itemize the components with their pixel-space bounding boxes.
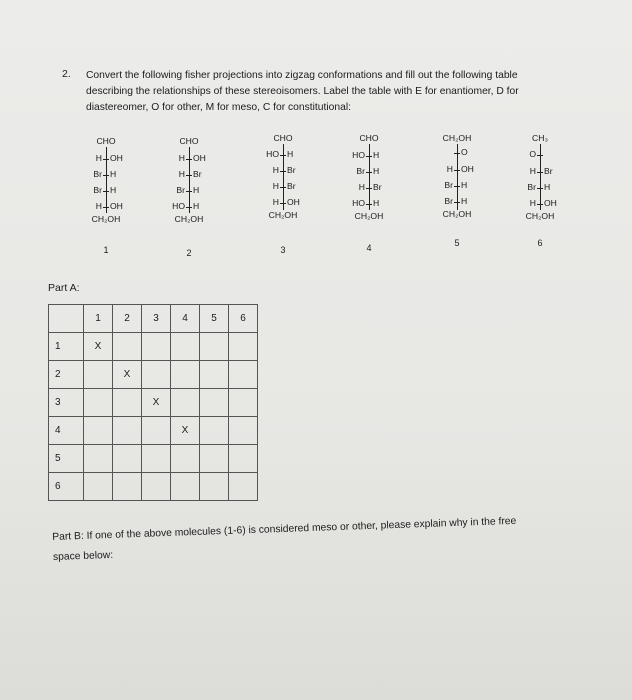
column-header: 6 <box>229 305 258 333</box>
fisher-bottom-group: CH₂OH <box>442 209 472 219</box>
row-header: 4 <box>49 417 84 445</box>
column-header: 1 <box>84 305 113 333</box>
fisher-left-sub: H <box>95 201 102 211</box>
table-row <box>49 333 258 361</box>
fisher-right-sub: OH <box>110 153 123 163</box>
fisher-left-sub: Br <box>176 185 185 195</box>
row-header: 2 <box>49 361 84 389</box>
fisher-right-sub: Br <box>287 181 296 191</box>
fisher-right-sub: O <box>461 147 468 157</box>
fisher-left-sub: H <box>272 197 279 207</box>
fisher-right-sub: Br <box>373 182 382 192</box>
fisher-top-group: CHO <box>96 136 116 146</box>
fisher-right-sub: Br <box>287 165 296 175</box>
fisher-left-sub: H <box>95 153 102 163</box>
molecule-number: 5 <box>454 238 460 248</box>
row-header: 6 <box>49 473 84 501</box>
fisher-right-sub: OH <box>544 198 557 208</box>
fisher-left-sub: H <box>178 169 185 179</box>
table-row <box>49 473 258 501</box>
table-row <box>49 417 258 445</box>
relationship-table <box>48 304 258 501</box>
table-row <box>49 445 258 473</box>
table-cell[interactable] <box>229 473 258 501</box>
fisher-right-sub: H <box>373 198 380 208</box>
fisher-left-sub: H <box>529 166 536 176</box>
fisher-left-sub: H <box>272 165 279 175</box>
fisher-left-sub: HO <box>172 201 185 211</box>
table-cell[interactable]: X <box>113 361 142 389</box>
fisher-right-sub: H <box>110 185 117 195</box>
fisher-right-sub: OH <box>110 201 123 211</box>
fisher-left-sub: H <box>272 181 279 191</box>
fisher-left-sub: H <box>178 153 185 163</box>
fisher-top-group: CH₃ <box>532 133 548 143</box>
part-b-prompt <box>52 508 613 568</box>
table-cell[interactable] <box>84 473 113 501</box>
fisher-bottom-group: CH₂OH <box>354 211 384 221</box>
part-b-line: space below: <box>52 549 114 563</box>
question-number: 2. <box>62 68 71 80</box>
fisher-bottom-group: CH₂OH <box>525 211 555 221</box>
fisher-top-group: CHO <box>359 133 379 143</box>
fisher-right-sub: H <box>193 185 200 195</box>
fisher-left-sub: HO <box>266 149 279 159</box>
table-cell[interactable] <box>113 333 142 361</box>
table-cell[interactable] <box>229 333 258 361</box>
fisher-right-sub: H <box>373 166 380 176</box>
corner-cell <box>49 305 84 333</box>
table-cell[interactable] <box>229 361 258 389</box>
fisher-left-sub: HO <box>352 198 365 208</box>
fisher-right-sub: H <box>461 180 468 190</box>
table-cell[interactable] <box>113 445 142 473</box>
question-text <box>86 68 606 116</box>
table-cell[interactable] <box>229 417 258 445</box>
table-cell[interactable] <box>200 445 229 473</box>
table-row <box>49 389 258 417</box>
fisher-left-sub: HO <box>352 150 365 160</box>
table-cell[interactable]: X <box>84 333 113 361</box>
question-line: diastereomer, O for other, M for meso, C for constitutional: <box>86 102 351 113</box>
table-cell[interactable] <box>200 333 229 361</box>
table-cell[interactable] <box>171 445 200 473</box>
table-cell[interactable]: X <box>142 389 171 417</box>
part-a-label: Part A: <box>48 282 80 294</box>
question-line: Convert the following fisher projections into zigzag conformations and fill out the following table <box>86 70 518 81</box>
row-header: 5 <box>49 445 84 473</box>
column-header: 3 <box>142 305 171 333</box>
table-cell[interactable] <box>171 389 200 417</box>
fisher-right-sub: H <box>287 149 294 159</box>
fisher-left-sub: Br <box>93 185 102 195</box>
question-line: describing the relationships of these stereoisomers. Label the table with E for enantiomer, D for <box>86 86 519 97</box>
fisher-right-sub: OH <box>193 153 206 163</box>
fisher-right-sub: Br <box>193 169 202 179</box>
fisher-bottom-group: CH₂OH <box>174 214 204 224</box>
part-b-line: Part B: If one of the above molecules (1-6) is considered meso or other, please explain why in the free <box>52 515 517 543</box>
table-cell[interactable] <box>142 361 171 389</box>
table-cell[interactable] <box>113 473 142 501</box>
column-header: 4 <box>171 305 200 333</box>
table-cell[interactable] <box>84 389 113 417</box>
table-cell[interactable]: X <box>171 417 200 445</box>
fisher-left-sub: H <box>446 164 453 174</box>
table-cell[interactable] <box>171 473 200 501</box>
table-cell[interactable] <box>142 445 171 473</box>
column-header: 2 <box>113 305 142 333</box>
molecule-number: 2 <box>186 248 192 258</box>
fisher-right-sub: H <box>193 201 200 211</box>
fisher-left-sub: O <box>529 149 536 159</box>
table-cell[interactable] <box>200 473 229 501</box>
table-cell[interactable] <box>113 389 142 417</box>
fisher-right-sub: H <box>544 182 551 192</box>
fisher-right-sub: H <box>110 169 117 179</box>
table-row <box>49 361 258 389</box>
fisher-right-sub: H <box>373 150 380 160</box>
table-cell[interactable] <box>142 417 171 445</box>
table-cell[interactable] <box>200 361 229 389</box>
table-cell[interactable] <box>113 417 142 445</box>
fisher-left-sub: Br <box>93 169 102 179</box>
fisher-left-sub: Br <box>527 182 536 192</box>
table-cell[interactable] <box>142 473 171 501</box>
fisher-left-sub: Br <box>356 166 365 176</box>
molecule-number: 1 <box>103 245 109 255</box>
fisher-right-sub: OH <box>287 197 300 207</box>
column-header: 5 <box>200 305 229 333</box>
table-cell[interactable] <box>200 389 229 417</box>
table-cell[interactable] <box>171 333 200 361</box>
fisher-right-sub: OH <box>461 164 474 174</box>
fisher-left-sub: H <box>529 198 536 208</box>
molecule-number: 3 <box>280 245 286 255</box>
molecule-number: 4 <box>366 243 372 253</box>
fisher-top-group: CHO <box>273 133 293 143</box>
row-header: 3 <box>49 389 84 417</box>
fisher-bottom-group: CH₂OH <box>91 214 121 224</box>
fisher-top-group: CH₂OH <box>442 133 472 143</box>
fisher-bottom-group: CH₂OH <box>268 210 298 220</box>
table-cell[interactable] <box>200 417 229 445</box>
fisher-left-sub: Br <box>444 180 453 190</box>
table-cell[interactable] <box>84 361 113 389</box>
fisher-right-sub: Br <box>544 166 553 176</box>
table-cell[interactable] <box>229 389 258 417</box>
row-header: 1 <box>49 333 84 361</box>
table-cell[interactable] <box>229 445 258 473</box>
table-cell[interactable] <box>84 417 113 445</box>
table-cell[interactable] <box>84 445 113 473</box>
fisher-right-sub: H <box>461 196 468 206</box>
fisher-left-sub: H <box>358 182 365 192</box>
fisher-top-group: CHO <box>179 136 199 146</box>
table-cell[interactable] <box>142 333 171 361</box>
fisher-left-sub: Br <box>444 196 453 206</box>
table-cell[interactable] <box>171 361 200 389</box>
molecule-number: 6 <box>537 238 543 248</box>
